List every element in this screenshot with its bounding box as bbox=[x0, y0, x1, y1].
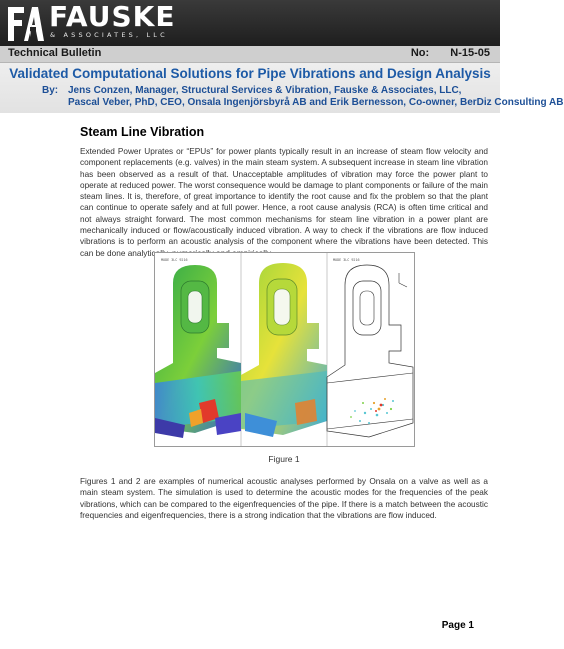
figure-panel-1 bbox=[155, 258, 241, 438]
company-logo-text: FAUSKE bbox=[49, 0, 176, 33]
authors-line-2: Pascal Veber, PhD, CEO, Onsala Ingenjörsbyrå AB and Erik Bernesson, Co-owner, BerDiz Consulting AB bbox=[68, 97, 564, 108]
figure-panel-1-label: MODE 3LC 9216 bbox=[161, 258, 188, 262]
body-paragraph-1: Extended Power Uprates or “EPUs” for power plants typically result in an increase of steam flow velocity and component replacements (e.g. valves) in the main steam system. A subsequent increase in steam line vibration has been observed as a result of that. Unacceptable amplitudes of vibration may force the power plant to operate at reduced power. The worst consequence would be damage to plant components or failure of the main steam lines. It is, therefore, of great importance to identify the root cause and fix the problem so that the plant can continue to operate safely and at full power. Hence, a root cause analysis (RCA) is often time critical and not always straight forward. The most common mechanisms for steam line vibration in a power plant are mechanically induced or flow/acoustically induced vibration. A way to check if the vibrations are flow induced vibrations is to perform an acoustic analysis of the component where the vibrations have been detected. This can be done analytically, numerically and empirically. bbox=[80, 147, 488, 258]
bulletin-number: N-15-05 bbox=[450, 47, 490, 59]
page-number: Page 1 bbox=[441, 620, 474, 631]
authors-line-1: Jens Conzen, Manager, Structural Services & Vibration, Fauske & Associates, LLC, bbox=[68, 85, 462, 96]
bulletin-number-label: No: bbox=[410, 47, 430, 59]
figure-panel-2 bbox=[241, 263, 327, 437]
section-heading: Steam Line Vibration bbox=[80, 125, 205, 139]
figure-caption: Figure 1 bbox=[268, 454, 300, 464]
fa-monogram-icon bbox=[6, 3, 46, 43]
figure-panel-3 bbox=[327, 258, 413, 437]
company-logo-subtext: & ASSOCIATES, LLC bbox=[50, 31, 168, 39]
authors-label: By: bbox=[42, 85, 59, 96]
figure-panel-3-label: MODE 3LC 9216 bbox=[333, 258, 360, 262]
bulletin-number-group bbox=[393, 47, 490, 59]
title-band bbox=[0, 63, 564, 113]
document-title: Validated Computational Solutions for Pipe Vibrations and Design Analysis bbox=[9, 66, 491, 81]
body-paragraph-2: Figures 1 and 2 are examples of numerical acoustic analyses performed by Onsala on a valve as well as a main steam system. The simulation is used to determine the acoustic modes for the frequencies of the peak vibrations, which can be compared to the eigenfrequencies of the pipe. If there is a match between the acoustic frequencies and eigenfrequencies, there is a strong indication that the vibrations are flow induced. bbox=[80, 477, 488, 520]
document-header bbox=[0, 0, 500, 46]
figure-1-image bbox=[154, 252, 415, 447]
bulletin-label: Technical Bulletin bbox=[8, 47, 102, 59]
bulletin-bar bbox=[0, 46, 500, 63]
authors-block bbox=[42, 85, 564, 109]
